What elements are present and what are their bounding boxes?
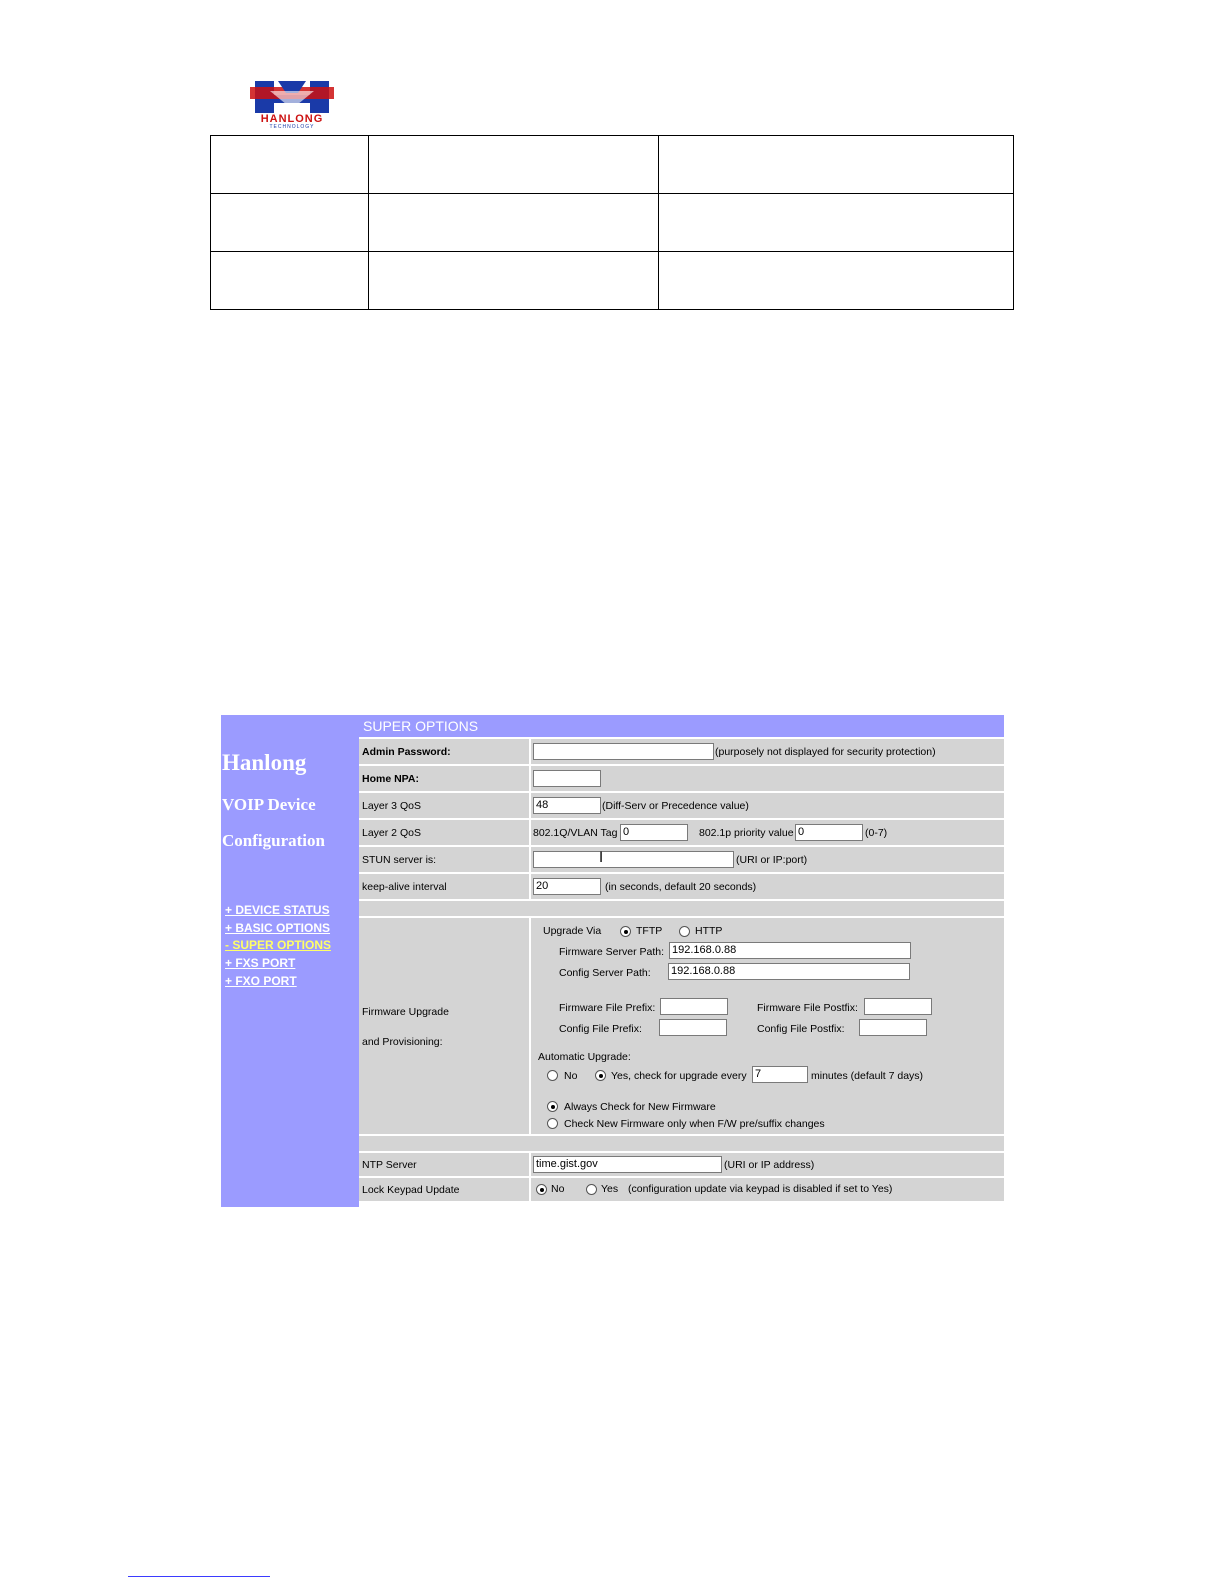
config-file-prefix-input[interactable] [659, 1019, 727, 1036]
lock-keypad-label: Lock Keypad Update [359, 1178, 529, 1201]
always-check-radio[interactable] [547, 1101, 558, 1112]
automatic-upgrade-label: Automatic Upgrade: [538, 1051, 631, 1063]
nav-fxs-port[interactable]: + FXS PORT [225, 956, 296, 970]
ntp-server-hint: (URI or IP address) [724, 1159, 815, 1171]
config-file-prefix-label: Config File Prefix: [559, 1023, 642, 1035]
row-ntp-server [359, 1153, 1004, 1176]
nav-title-line1: Hanlong [222, 750, 307, 775]
firmware-file-prefix-input[interactable] [660, 998, 728, 1015]
priority-range: (0-7) [865, 827, 888, 839]
footnote-separator [128, 1576, 270, 1577]
row-lock-keypad [359, 1178, 1004, 1201]
admin-password-hint: (purposely not displayed for security protection) [715, 746, 936, 758]
admin-password-input[interactable] [533, 743, 714, 760]
spacer-row [359, 901, 1004, 916]
row-stun-server [359, 847, 1004, 872]
firmware-server-path-input[interactable]: 192.168.0.88 [669, 942, 911, 959]
table-row [211, 252, 1014, 310]
firmware-file-postfix-input[interactable] [864, 998, 932, 1015]
ntp-server-input[interactable]: time.gist.gov [533, 1156, 722, 1173]
home-npa-input[interactable] [533, 770, 601, 787]
config-server-path-input[interactable]: 192.168.0.88 [668, 963, 910, 980]
firmware-server-path-label: Firmware Server Path: [559, 946, 665, 958]
svg-text:HANLONG: HANLONG [260, 113, 324, 125]
upgrade-interval-input[interactable]: 7 [752, 1066, 808, 1083]
priority-input[interactable]: 0 [795, 824, 863, 841]
always-check-label: Always Check for New Firmware [564, 1101, 716, 1113]
config-server-path-label: Config Server Path: [559, 967, 651, 979]
stun-server-label: STUN server is: [359, 847, 529, 872]
vlan-tag-input[interactable]: 0 [620, 824, 688, 841]
firmware-file-postfix-label: Firmware File Postfix: [757, 1002, 858, 1014]
check-when-changes-label: Check New Firmware only when F/W pre/suffix changes [564, 1118, 825, 1130]
tftp-radio[interactable] [620, 926, 631, 937]
document-table [210, 135, 1014, 310]
http-radio[interactable] [679, 926, 690, 937]
firmware-upgrade-label: Firmware Upgrade [362, 1006, 449, 1018]
stun-server-input[interactable] [533, 851, 734, 868]
vlan-tag-label: 802.1Q/VLAN Tag [533, 827, 618, 839]
text-cursor-icon: Ι [599, 850, 604, 866]
lock-keypad-yes-label: Yes [601, 1183, 619, 1195]
admin-password-label: Admin Password: [359, 739, 529, 764]
lock-keypad-no-radio[interactable] [536, 1184, 547, 1195]
check-when-changes-radio[interactable] [547, 1118, 558, 1129]
config-file-postfix-label: Config File Postfix: [757, 1023, 845, 1035]
layer2-qos-label: Layer 2 QoS [359, 820, 529, 845]
auto-upgrade-yes-label: Yes, check for upgrade every [611, 1070, 747, 1082]
row-admin-password [359, 739, 1004, 764]
sidebar [221, 715, 359, 1207]
config-screenshot [221, 715, 1004, 1207]
lock-keypad-no-label: No [551, 1183, 565, 1195]
nav-device-status[interactable]: + DEVICE STATUS [225, 903, 330, 917]
table-row [211, 136, 1014, 194]
home-npa-label: Home NPA: [359, 766, 529, 791]
layer3-qos-hint: (Diff-Serv or Precedence value) [602, 800, 749, 812]
main-content [359, 715, 1004, 1207]
upgrade-interval-hint: minutes (default 7 days) [811, 1070, 924, 1082]
priority-label: 802.1p priority value [699, 827, 794, 839]
keepalive-hint: (in seconds, default 20 seconds) [605, 881, 757, 893]
keepalive-input[interactable]: 20 [533, 878, 601, 895]
nav-title-line3: Configuration [222, 831, 325, 850]
nav-basic-options[interactable]: + BASIC OPTIONS [225, 921, 331, 935]
upgrade-via-label: Upgrade Via [543, 925, 602, 937]
keepalive-label: keep-alive interval [359, 874, 529, 899]
row-layer3-qos [359, 793, 1004, 818]
nav-super-options[interactable]: - SUPER OPTIONS [225, 938, 332, 952]
row-home-npa [359, 766, 1004, 791]
stun-server-hint: (URI or IP:port) [736, 854, 808, 866]
tftp-label: TFTP [636, 925, 663, 937]
spacer-row [359, 1136, 1004, 1151]
http-label: HTTP [695, 925, 723, 937]
table-row [211, 194, 1014, 252]
hanlong-logo [230, 79, 354, 129]
auto-upgrade-no-radio[interactable] [547, 1070, 558, 1081]
auto-upgrade-no-label: No [564, 1070, 578, 1082]
nav-fxo-port[interactable]: + FXO PORT [225, 974, 297, 988]
section-header: SUPER OPTIONS [359, 715, 1004, 737]
row-firmware-upgrade [359, 918, 1004, 1134]
nav-title-line2: VOIP Device [222, 795, 316, 814]
provisioning-label: and Provisioning: [362, 1036, 443, 1048]
layer3-qos-input[interactable]: 48 [533, 797, 601, 814]
lock-keypad-yes-radio[interactable] [586, 1184, 597, 1195]
svg-text:TECHNOLOGY: TECHNOLOGY [269, 124, 315, 129]
config-file-postfix-input[interactable] [859, 1019, 927, 1036]
lock-keypad-hint: (configuration update via keypad is disabled if set to Yes) [628, 1183, 893, 1195]
row-layer2-qos [359, 820, 1004, 845]
ntp-server-label: NTP Server [359, 1153, 529, 1176]
auto-upgrade-yes-radio[interactable] [595, 1070, 606, 1081]
firmware-file-prefix-label: Firmware File Prefix: [559, 1002, 656, 1014]
layer3-qos-label: Layer 3 QoS [359, 793, 529, 818]
row-keepalive [359, 874, 1004, 899]
